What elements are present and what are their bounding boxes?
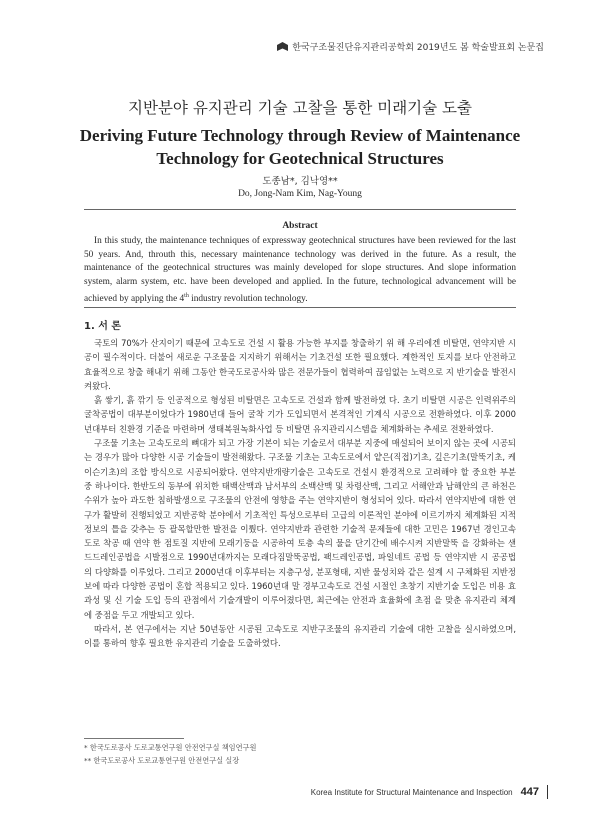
authors-korean: 도종남*, 김낙영**	[262, 176, 338, 187]
footnote: ** 한국도로공사 도로교통연구원 안전연구실 실장	[84, 756, 240, 765]
title-korean: 지반분야 유지관리 기술 고찰을 통한 미래기술 도출	[128, 99, 472, 117]
paragraph: 따라서, 본 연구에서는 지난 50년동안 시공된 고속도로 지반구조물의 유지관리 기술에 대한 고찰을 실시하였으며, 이를 통하여 향후 필요한 유지관리 기술을 도출하였다.	[84, 623, 516, 649]
book-icon	[277, 42, 288, 52]
journal-name: 한국구조물진단유지관리공학회 2019년도 봄 학술발표회 논문집	[292, 43, 544, 53]
footnote: * 한국도로공사 도로교통연구원 안전연구실 책임연구원	[84, 743, 257, 752]
abstract-text	[84, 235, 516, 307]
paragraph: 구조물 기초는 고속도로의 뼈대가 되고 가장 기본이 되는 기술로서 대부분 지중에 매설되어 보이지 않는 곳에 시공되는 경우가 많아 다양한 시공 기술들이 발전해왔다. 구조물 기초는 고속도로에서 얕은(직접)기초, 깊은기초(말뚝기초, 케이슨기초)의 조합 방식으로 시공되어왔다. 연약지반개량기술은 고속도로 건설시 환경적으로 고려해야 할 중요한 부분 중 하나이다. 한반도의 동부에 위치한 태백산맥과 남서부의 소백산맥 및 차령산맥, 그리고 서해안과 남해안의 큰 하천은 수위가 높아 과도한 침하발생으로 구조물의 안전에 영향을 주는 연약지반이 형성되어 있다. 따라서 연약지반에 대한 연 구가 활발히 진행되었고 지반공학 분야에서 기초적인 특성으로부터 고급의 이론적인 분야에 이르기까지 체계화된 지적정보의 틀을 갖추는 등 괄목할만한 발전을 이뤘다. 연약지반과 관련한 기술적 문제들에 대한 고민은 1967년 경인고속도로 착공 때 연약 한 점토질 지반에 모래기둥을 시공하여 토층 속의 물을 단기간에 배수시켜 지반말뚝 을 강화하는 샌드드레인공법을 시발점으로 1990년대까지는 모래다짐말뚝공법, 팩드레인공법, 파일네트 공법 등 연약지반 시 공공법의 다양화를 이루었다. 그리고 2000년대 이후부터는 지층구성, 분포형태, 지반 물성치와 같은 설계 시 구체화된 지반정보에 따라 다양한 공법이 혼합 적용되고 있다. 1960년대 말 경부고속도로 건설 시절인 초창기 지반기술 도입은 비용 효과성 및 신 기술 도입 등의 관점에서 기술개발이 이루어졌다면, 최근에는 안전과 효율화에 초점 을 맞춘 유지관리 체계에 중점을 두고 개발되고 있다.	[84, 438, 516, 620]
page-number: 447	[520, 786, 539, 798]
paragraph: 흙 쌓기, 흙 깎기 등 인공적으로 형성된 비탈면은 고속도로 건설과 함께 발전하였 다. 초기 비탈면 시공은 인력위주의 굴착공법이 대부분이었다가 1980년대 들어 굴착 기가 도입되면서 본격적인 기계식 시공으로 전환하였다. 이후 2000년대부터 친환경 기준을 마련하며 생태복원녹화사업 등 비탈면 유지관리시스템을 체계화하는 추세로 전환하였다.	[84, 395, 516, 434]
abstract-superscript: th	[184, 292, 189, 299]
footer-institute: Korea Institute for Structural Maintenance and Inspection	[310, 787, 513, 797]
authors-english: Do, Jong-Nam Kim, Nag-Young	[238, 189, 362, 199]
running-header	[277, 40, 544, 53]
divider-bottom	[84, 307, 516, 308]
paragraph: 국토의 70%가 산지이기 때문에 고속도로 건설 시 활용 가능한 부지를 창출하기 위 해 우리에겐 비탈면, 연약지반 시공이 필수적이다. 더불어 새로운 구조물을 지지하기 위해서는 기초건설 또한 필요했다. 계한적인 토지를 보다 안전하고 효율적으로 창출 해내기 위해 그동안 한국도로공사와 많은 전문가들이 협력하여 끊임없는 노력으로 지 반기술을 발전시켜왔다.	[84, 338, 516, 391]
footer-divider	[547, 785, 548, 799]
section-body	[84, 336, 516, 651]
abstract-text-end: industry revolution technology.	[188, 293, 308, 304]
title-english: Deriving Future Technology through Review of Maintenance Technology for Geotechnical Structures	[79, 126, 521, 168]
page-footer	[311, 785, 548, 799]
divider-top	[84, 209, 516, 210]
footnote-divider	[84, 738, 184, 739]
section-heading: 1. 서 론	[84, 321, 122, 332]
abstract-text-main: In this study, the maintenance techniques of expressway geotechnical structures have been reviewed for the last 50 years. And, throuth this, necessary maintenance technology was derived in the future. As a result, the maintenance of the geotechnical structures was mainly developed for slope structures. And slope information system, alarm system, etc. have been developed and applied. In the future, technological advancement will be achieved by applying the 4	[84, 236, 516, 304]
abstract-heading: Abstract	[282, 221, 318, 231]
